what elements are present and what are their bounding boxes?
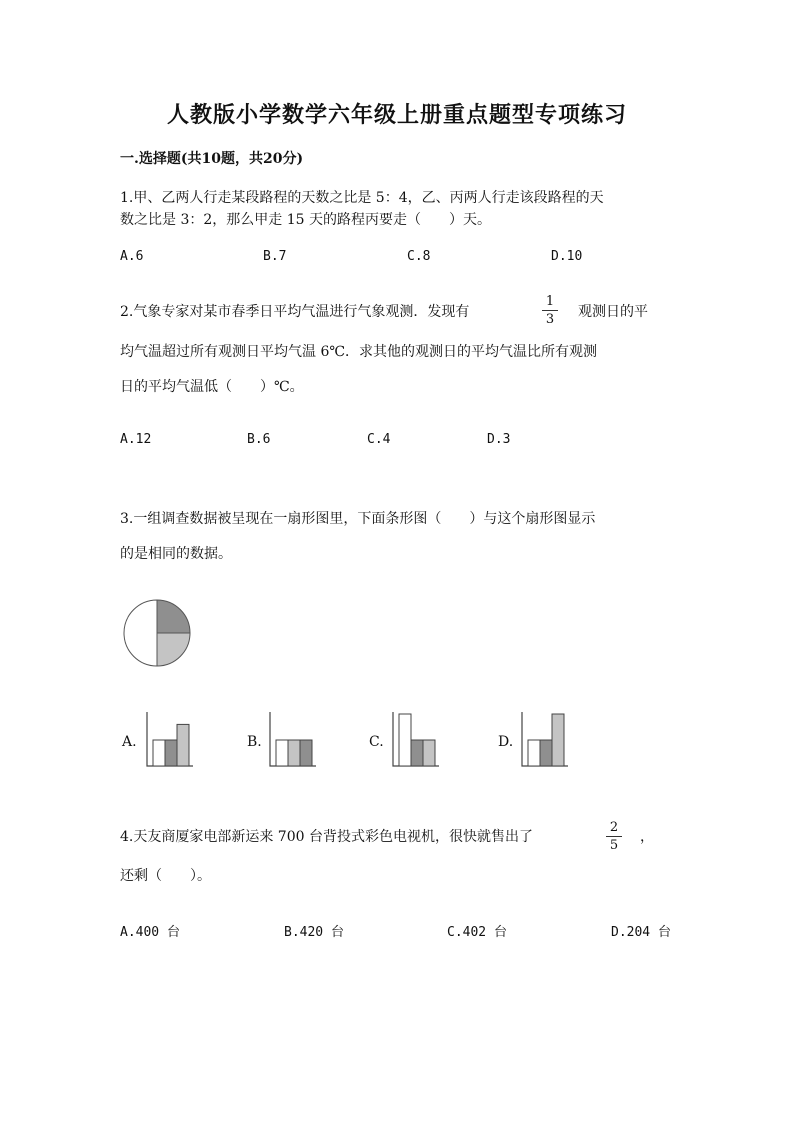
pie-slice	[124, 600, 157, 666]
q1-option-d: D.10	[551, 249, 583, 264]
q3-line2: 的是相同的数据。	[120, 546, 232, 562]
bar	[528, 740, 540, 766]
bar	[411, 740, 423, 766]
pie-chart	[122, 598, 192, 668]
q2-fraction-numerator: 1	[545, 294, 555, 309]
q4-line1-start: 4.天友商厦家电部新运来 700 台背投式彩色电视机，很快就售出了	[120, 829, 533, 845]
q4-line1-end: ，	[640, 829, 654, 845]
bar	[399, 714, 411, 766]
q3-option-d-bar-chart	[520, 712, 570, 768]
q4-option-b: B.420 台	[284, 925, 344, 940]
q4-fraction-denominator: 5	[609, 838, 619, 853]
q1-option-c: C.8	[407, 249, 431, 264]
q2-option-c: C.4	[367, 432, 391, 447]
q3-line1: 3.一组调查数据被呈现在一扇形图里，下面条形图（ ）与这个扇形图显示	[120, 511, 596, 527]
q4-fraction-numerator: 2	[609, 820, 619, 835]
bar	[552, 714, 564, 766]
q4-line2: 还剩（ ）。	[120, 868, 211, 884]
pie-slice	[157, 633, 190, 666]
q2-fraction	[540, 294, 560, 327]
bar	[288, 740, 300, 766]
q3-option-c-bar-chart	[391, 712, 441, 768]
q4-option-a: A.400 台	[120, 925, 180, 940]
q3-option-c-label: C.	[369, 734, 384, 750]
q2-fraction-denominator: 3	[545, 312, 555, 327]
bar	[423, 740, 435, 766]
q3-option-d-label: D.	[498, 734, 514, 750]
q2-line2: 均气温超过所有观测日平均气温 6℃．求其他的观测日的平均气温比所有观测	[120, 344, 598, 360]
q2-line3: 日的平均气温低（ ）℃。	[120, 379, 304, 395]
bar	[300, 740, 312, 766]
bar	[177, 724, 189, 766]
q2-option-a: A.12	[120, 432, 152, 447]
q2-line1-start: 2.气象专家对某市春季日平均气温进行气象观测．发现有	[120, 304, 470, 320]
q4-option-c: C.402 台	[447, 925, 507, 940]
q3-option-b-bar-chart	[268, 712, 318, 768]
fraction-bar	[542, 310, 558, 311]
q1-option-b: B.7	[263, 249, 287, 264]
q1-line1: 1.甲、乙两人行走某段路程的天数之比是 5：4，乙、丙两人行走该段路程的天	[120, 190, 604, 206]
q2-option-b: B.6	[247, 432, 271, 447]
q1-line2: 数之比是 3：2，那么甲走 15 天的路程丙要走（ ）天。	[120, 212, 491, 228]
q4-option-d: D.204 台	[611, 925, 671, 940]
bar	[153, 740, 165, 766]
bar	[165, 740, 177, 766]
q2-option-d: D.3	[487, 432, 511, 447]
q2-line1-end: 观测日的平	[578, 304, 648, 320]
section-heading: 一.选择题(共10题，共20分)	[120, 151, 304, 167]
pie-slice	[157, 600, 190, 633]
q3-option-a-bar-chart	[145, 712, 195, 768]
page-title: 人教版小学数学六年级上册重点题型专项练习	[166, 102, 627, 128]
q3-option-a-label: A.	[122, 734, 137, 750]
q1-option-a: A.6	[120, 249, 144, 264]
q4-fraction	[604, 820, 624, 853]
bar	[540, 740, 552, 766]
bar	[276, 740, 288, 766]
fraction-bar	[606, 836, 622, 837]
q3-option-b-label: B.	[247, 734, 262, 750]
